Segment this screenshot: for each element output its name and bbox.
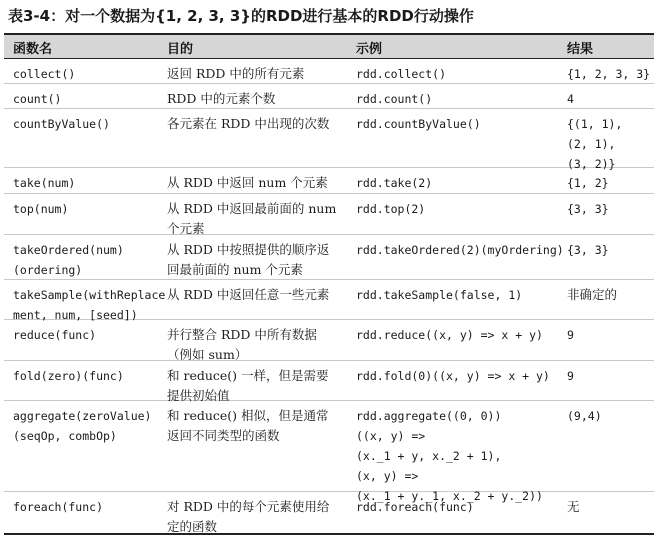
- cell-function-name: [13, 497, 103, 517]
- cell-line: {3, 3}: [567, 243, 609, 257]
- cell-purpose: [167, 173, 328, 193]
- cell-line: 9: [567, 369, 574, 383]
- cell-line: count(): [13, 92, 62, 106]
- cell-line: countByValue(): [13, 117, 110, 131]
- rdd-actions-table: [4, 33, 654, 535]
- cell-result: [567, 325, 574, 345]
- cell-function-name: [13, 64, 75, 84]
- cell-line: (x._1 + y, x._2 + 1),: [356, 449, 502, 463]
- cell-example: [356, 497, 474, 517]
- cell-line: {(1, 1),: [567, 117, 623, 131]
- cell-result: [567, 114, 622, 174]
- cell-result: [567, 240, 609, 260]
- cell-purpose: [167, 406, 329, 446]
- table-row: [4, 194, 654, 235]
- table-row: [4, 59, 654, 84]
- header-function-name: 函数名: [13, 42, 53, 57]
- cell-purpose: [167, 114, 329, 134]
- cell-line: 和 reduce() 相似，但是通常: [167, 408, 329, 423]
- cell-line: 无: [567, 499, 580, 514]
- cell-line: ment, num, [seed]): [13, 308, 138, 322]
- cell-line: takeOrdered(num): [13, 243, 124, 257]
- cell-line: 提供初始值: [167, 388, 230, 403]
- cell-line: (x._1 + y._1, x._2 + y._2)): [356, 489, 543, 503]
- cell-line: 从 RDD 中返回最前面的 num: [167, 201, 337, 216]
- cell-function-name: [13, 199, 68, 219]
- cell-line: reduce(func): [13, 328, 97, 342]
- cell-line: rdd.countByValue(): [356, 117, 481, 131]
- cell-result: [567, 285, 617, 305]
- cell-line: ((x, y) =>: [356, 429, 426, 443]
- table-row: [4, 280, 654, 320]
- table-row: [4, 401, 654, 503]
- cell-line: 个元素: [167, 221, 205, 236]
- header-purpose: 目的: [167, 42, 194, 57]
- cell-purpose: [167, 285, 329, 305]
- cell-function-name: [13, 406, 151, 446]
- cell-example: [356, 173, 432, 193]
- cell-example: [356, 89, 432, 109]
- cell-line: foreach(func): [13, 500, 104, 514]
- cell-line: 各元素在 RDD 中出现的次数: [167, 116, 330, 131]
- cell-line: 定的函数: [167, 519, 218, 534]
- cell-purpose: [167, 240, 329, 280]
- cell-line: top(num): [13, 202, 69, 216]
- cell-line: aggregate(zeroValue): [13, 409, 152, 423]
- cell-line: 对 RDD 中的每个元素使用给: [167, 499, 330, 514]
- header-result: 结果: [567, 42, 594, 57]
- cell-line: （例如 sum）: [167, 347, 248, 362]
- cell-function-name: [13, 366, 124, 386]
- cell-line: 返回 RDD 中的所有元素: [167, 66, 305, 81]
- cell-example: [356, 325, 543, 345]
- cell-line: 回最前面的 num 个元素: [167, 262, 303, 277]
- cell-function-name: [13, 240, 124, 280]
- cell-result: [567, 366, 574, 386]
- cell-line: 返回不同类型的函数: [167, 428, 280, 443]
- cell-purpose: [167, 199, 336, 239]
- cell-line: 9: [567, 328, 574, 342]
- cell-line: (9,4): [567, 409, 602, 423]
- cell-example: [356, 64, 446, 84]
- cell-line: 和 reduce() 一样，但是需要: [167, 368, 329, 383]
- cell-line: (ordering): [13, 263, 83, 277]
- cell-line: rdd.takeSample(false, 1): [356, 288, 523, 302]
- cell-example: [356, 199, 425, 219]
- cell-line: {1, 2}: [567, 176, 609, 190]
- cell-line: RDD 中的元素个数: [167, 91, 276, 106]
- cell-example: [356, 285, 522, 305]
- cell-example: [356, 114, 481, 134]
- cell-result: [567, 406, 602, 426]
- cell-line: (x, y) =>: [356, 469, 419, 483]
- cell-example: [356, 366, 550, 386]
- cell-line: fold(zero)(func): [13, 369, 124, 383]
- cell-function-name: [13, 325, 96, 345]
- cell-line: rdd.collect(): [356, 67, 447, 81]
- cell-function-name: [13, 89, 61, 109]
- table-row: [4, 109, 654, 171]
- table-row: [4, 84, 654, 109]
- cell-line: 4: [567, 92, 574, 106]
- table-header-row: [4, 35, 654, 59]
- cell-purpose: [167, 497, 329, 537]
- cell-line: {1, 2, 3, 3}: [567, 67, 651, 81]
- cell-line: rdd.takeOrdered(2)(myOrdering): [356, 243, 564, 257]
- cell-line: rdd.aggregate((0, 0)): [356, 409, 502, 423]
- cell-purpose: [167, 64, 304, 84]
- table-row: [4, 492, 654, 535]
- cell-line: take(num): [13, 176, 76, 190]
- table-row: [4, 361, 654, 401]
- cell-result: [567, 497, 580, 517]
- cell-result: [567, 199, 609, 219]
- cell-result: [567, 64, 650, 84]
- cell-line: 从 RDD 中返回任意一些元素: [167, 287, 330, 302]
- cell-line: {3, 3}: [567, 202, 609, 216]
- cell-example: [356, 240, 564, 260]
- cell-line: rdd.take(2): [356, 176, 433, 190]
- cell-line: 从 RDD 中按照提供的顺序返: [167, 242, 330, 257]
- cell-line: 非确定的: [567, 287, 618, 302]
- cell-line: (2, 1),: [567, 137, 616, 151]
- cell-line: takeSample(withReplace: [13, 288, 166, 302]
- table-row: [4, 168, 654, 194]
- cell-line: rdd.fold(0)((x, y) => x + y): [356, 369, 550, 383]
- cell-line: rdd.reduce((x, y) => x + y): [356, 328, 543, 342]
- cell-purpose: [167, 366, 329, 406]
- cell-line: 从 RDD 中返回 num 个元素: [167, 175, 328, 190]
- cell-purpose: [167, 89, 275, 109]
- cell-example: [356, 406, 543, 506]
- cell-line: rdd.foreach(func): [356, 500, 474, 514]
- cell-line: 并行整合 RDD 中所有数据: [167, 327, 317, 342]
- cell-line: rdd.count(): [356, 92, 433, 106]
- table-row: [4, 320, 654, 361]
- cell-line: collect(): [13, 67, 76, 81]
- cell-result: [567, 89, 574, 109]
- cell-result: [567, 173, 609, 193]
- cell-function-name: [13, 285, 165, 325]
- table-title: 表3-4：对一个数据为{1, 2, 3, 3}的RDD进行基本的RDD行动操作: [8, 7, 474, 25]
- cell-function-name: [13, 114, 110, 134]
- table-row: [4, 235, 654, 280]
- cell-line: (seqOp, combOp): [13, 429, 117, 443]
- cell-line: (3, 2)}: [567, 157, 616, 171]
- cell-purpose: [167, 325, 317, 365]
- header-example: 示例: [356, 42, 383, 57]
- table-body: [4, 59, 654, 535]
- cell-line: rdd.top(2): [356, 202, 426, 216]
- cell-function-name: [13, 173, 75, 193]
